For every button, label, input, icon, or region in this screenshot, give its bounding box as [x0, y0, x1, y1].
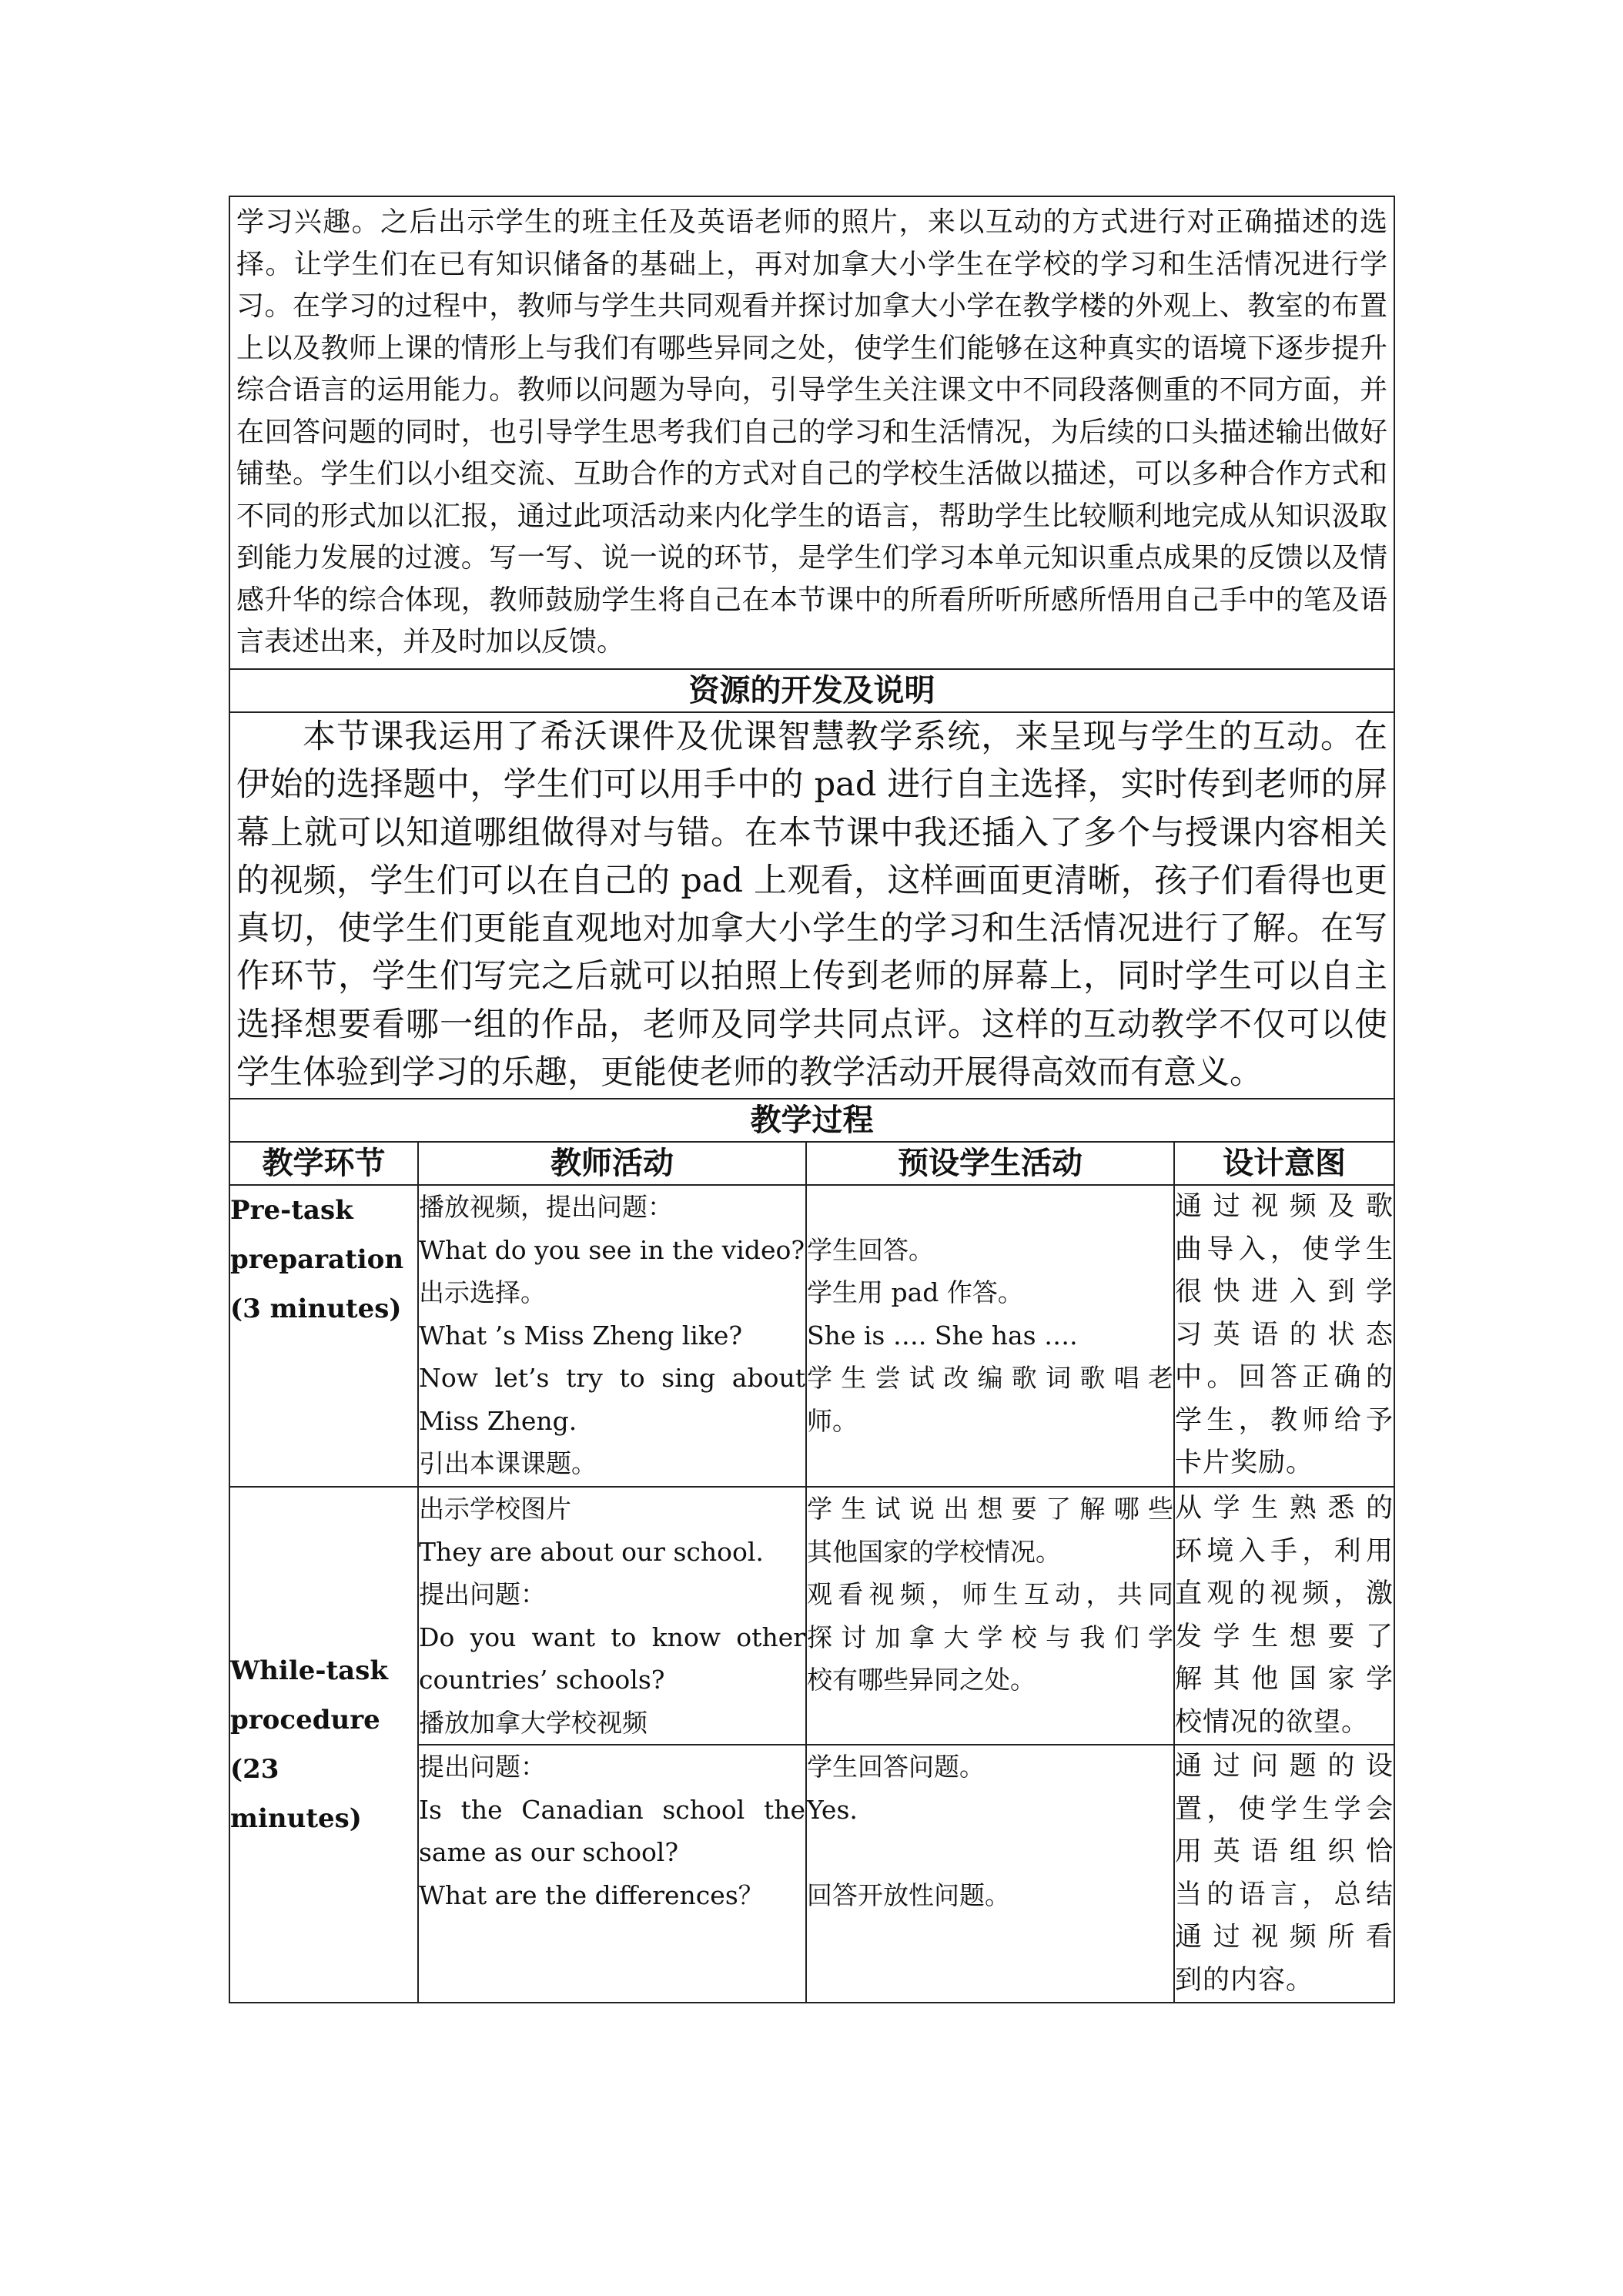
pre-task-purpose-cell: [1174, 1185, 1394, 1487]
column-header-student: 预设学生活动: [806, 1142, 1174, 1185]
teacher-line: 出示选择。: [419, 1277, 546, 1308]
student-line: Yes.: [807, 1794, 858, 1825]
teacher-line: They are about our school.: [419, 1536, 764, 1567]
pre-task-student-cell: [806, 1185, 1174, 1487]
student-line: 学生回答。: [807, 1234, 934, 1265]
pre-task-row: [229, 1185, 1394, 1487]
student-line: [807, 1186, 1173, 1229]
student-line: 学生回答问题。: [807, 1752, 985, 1782]
student-line: 观看视频，师生互动，共同: [807, 1579, 1173, 1610]
student-line: 学生用 pad 作答。: [807, 1277, 1023, 1308]
while-task-student-cell-1: [806, 1487, 1174, 1745]
while-task-purpose-cell-2: [1174, 1745, 1394, 2003]
while-task-purpose-cell-1: [1174, 1487, 1394, 1745]
teacher-line: What are the differences？: [419, 1879, 764, 1910]
while-task-row-1: [229, 1487, 1394, 1745]
teacher-line: 播放加拿大学校视频: [419, 1707, 648, 1738]
process-heading: 教学过程: [229, 1099, 1394, 1142]
teacher-line: 提出问题：: [419, 1752, 546, 1782]
purpose-line: 环境入手，利用: [1175, 1535, 1394, 1567]
stage-line: (23 minutes): [230, 1754, 362, 1835]
purpose-line: 中。回答正确的: [1175, 1362, 1394, 1394]
purpose-line: 解其他国家学: [1175, 1664, 1394, 1695]
purpose-line: 用英语组织恰: [1175, 1836, 1394, 1868]
while-task-stage-cell: [229, 1487, 418, 2003]
intro-paragraph: 学习兴趣。之后出示学生的班主任及英语老师的照片，来以互动的方式进行对正确描述的选择。让学生们在已有知识储备的基础上，再对加拿大小学生在学校的学习和生活情况进行学习。在学习的过程中，教师与学生共同观看并探讨加拿大小学在教学楼的外观上、教室的布置上以及教师上课的情形上与我们有哪些异同之处，使学生们能够在这种真实的语境下逐步提升综合语言的运用能力。教师以问题为导向，引导学生关注课文中不同段落侧重的不同方面，并在回答问题的同时，也引导学生思考我们自己的学习和生活情况，为后续的口头描述输出做好铺垫。学生们以小组交流、互助合作的方式对自己的学校生活做以描述，可以多种合作方式和不同的形式加以汇报，通过此项活动来内化学生的语言，帮助学生比较顺利地完成从知识汲取到能力发展的过渡。写一写、说一说的环节，是学生们学习本单元知识重点成果的反馈以及情感升华的综合体现，教师鼓励学生将自己在本节课中的所看所听所感所悟用自己手中的笔及语言表述出来，并及时加以反馈。: [236, 206, 1388, 658]
purpose-line: 当的语言，总结: [1175, 1879, 1394, 1910]
purpose-line: 通过视频所看: [1175, 1922, 1394, 1953]
column-header-row: [229, 1142, 1394, 1185]
resources-heading: 资源的开发及说明: [229, 669, 1394, 712]
teacher-line: 引出本课课题。: [419, 1448, 597, 1479]
while-task-teacher-cell-1: [418, 1487, 806, 1745]
student-line: 学生尝试改编歌词歌唱老: [807, 1363, 1173, 1394]
purpose-line: 置，使学生学会: [1175, 1793, 1394, 1825]
student-line: [807, 1831, 1173, 1874]
purpose-line: 通过问题的设: [1175, 1751, 1394, 1782]
teacher-line: countries’ schools?: [419, 1665, 665, 1695]
purpose-line: 学生，教师给予: [1175, 1404, 1394, 1436]
column-header-stage: 教学环节: [229, 1142, 418, 1185]
student-line: 校有哪些异同之处。: [807, 1665, 1036, 1695]
while-task-student-cell-2: [806, 1745, 1174, 2003]
process-heading-row: [229, 1099, 1394, 1142]
purpose-line: 发学生想要了: [1175, 1621, 1394, 1652]
purpose-line: 通过视频及歌: [1175, 1191, 1394, 1223]
student-line: She is …. She has ….: [807, 1320, 1078, 1350]
purpose-line: 习英语的状态: [1175, 1319, 1394, 1350]
lesson-plan-table: [229, 196, 1395, 2003]
stage-line: (3 minutes): [230, 1294, 402, 1325]
pre-task-teacher-cell: [418, 1185, 806, 1487]
teacher-line: Do you want to know other: [419, 1622, 805, 1652]
purpose-line: 从学生熟悉的: [1175, 1493, 1394, 1525]
student-line: 探讨加拿大学校与我们学: [807, 1622, 1173, 1652]
pre-task-stage-cell: [229, 1185, 418, 1487]
teacher-line: Miss Zheng.: [419, 1405, 577, 1436]
purpose-line: 曲导入，使学生: [1175, 1233, 1394, 1265]
stage-line: procedure: [230, 1705, 380, 1736]
intro-row: [229, 196, 1394, 669]
purpose-line: 校情况的欲望。: [1175, 1706, 1370, 1738]
teacher-line: What do you see in the video?: [419, 1234, 805, 1265]
student-line: 其他国家的学校情况。: [807, 1536, 1061, 1567]
resources-paragraph: 本节课我运用了希沃课件及优课智慧教学系统，来呈现与学生的互动。在伊始的选择题中，学生们可以用手中的 pad 进行自主选择，实时传到老师的屏幕上就可以知道哪组做得对与错。在本节课中我还插入了多个与授课内容相关的视频，学生们可以在自己的 pad 上观看，这样画面更清晰，孩子们看得也更真切，使学生们更能直观地对加拿大小学生的学习和生活情况进行了解。在写作环节，学生们写完之后就可以拍照上传到老师的屏幕上，同时学生可以自主选择想要看哪一组的作品，老师及同学共同点评。这样的互动教学不仅可以使学生体验到学习的乐趣，更能使老师的教学活动开展得高效而有意义。: [236, 718, 1388, 1093]
teacher-line: 提出问题：: [419, 1579, 546, 1610]
student-line: 学生试说出想要了解哪些: [807, 1494, 1173, 1525]
resources-heading-row: [229, 669, 1394, 712]
teacher-line: What ’s Miss Zheng like?: [419, 1320, 743, 1350]
teacher-line: 出示学校图片: [419, 1494, 571, 1525]
purpose-line: 卡片奖励。: [1175, 1448, 1314, 1479]
resources-row: [229, 712, 1394, 1099]
purpose-line: 直观的视频，激: [1175, 1578, 1394, 1610]
while-task-teacher-cell-2: [418, 1745, 806, 2003]
teacher-line: same as our school?: [419, 1837, 679, 1868]
purpose-line: 很快进入到学: [1175, 1277, 1394, 1308]
stage-line: Pre-task: [230, 1195, 353, 1227]
stage-line: preparation: [230, 1244, 404, 1276]
teacher-line: Is the Canadian school the: [419, 1794, 805, 1825]
stage-line: While-task: [230, 1655, 388, 1687]
column-header-purpose: 设计意图: [1174, 1142, 1394, 1185]
student-line: 师。: [807, 1405, 858, 1436]
purpose-line: 到的内容。: [1175, 1964, 1314, 1996]
student-line: 回答开放性问题。: [807, 1879, 1010, 1910]
column-header-teacher: 教师活动: [418, 1142, 806, 1185]
teacher-line: Now let’s try to sing about: [419, 1363, 805, 1394]
teacher-line: 播放视频，提出问题：: [419, 1192, 673, 1223]
